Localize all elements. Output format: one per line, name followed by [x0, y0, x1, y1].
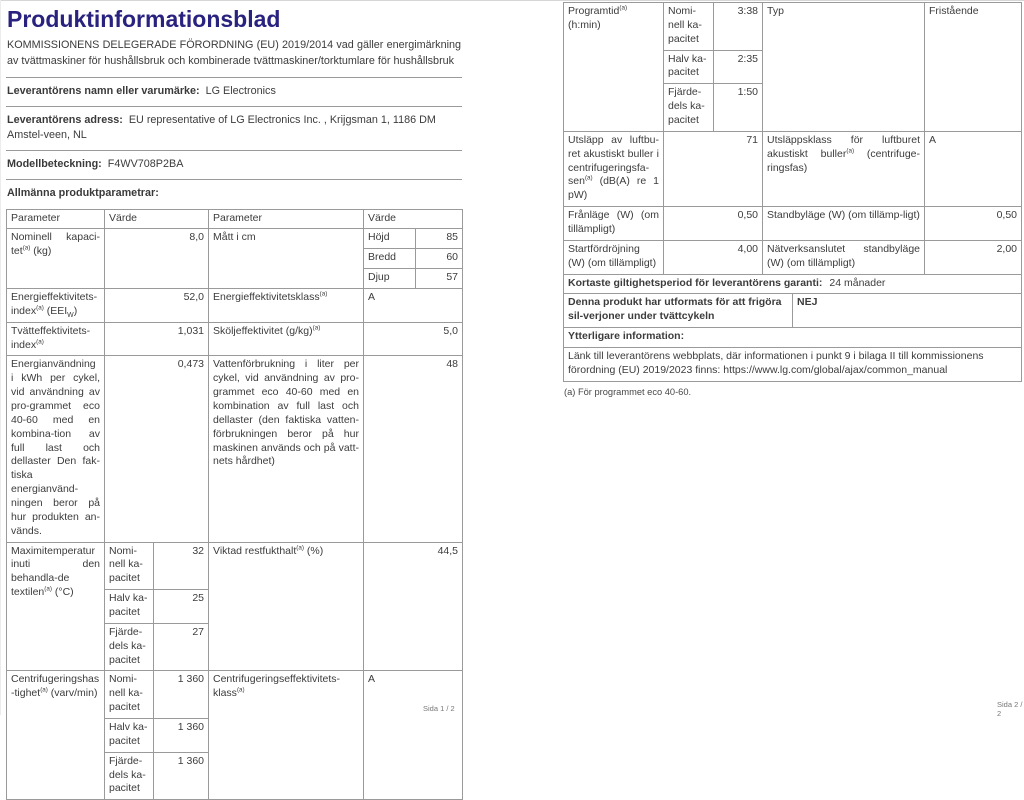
document-page-1 — [6, 5, 462, 800]
product-table-page2-footer-rows — [563, 274, 1022, 382]
supplier-name-row — [6, 77, 462, 106]
value-cell: 2,00 — [925, 240, 1022, 274]
value-cell: 0,50 — [664, 207, 763, 241]
warranty-label: Kortaste giltighetsperiod för leverantörens garanti: — [568, 277, 822, 289]
general-params-label: Allmänna produktparametrar: — [7, 187, 159, 199]
product-table-page2 — [563, 2, 1022, 275]
value-cell: 48 — [364, 356, 463, 542]
value-cell: 4,00 — [664, 240, 763, 274]
param-cell: Energianvändning i kWh per cykel, vid användning av pro-grammet eco 40-60 med en kombina-tion av full last och dellaster Den fak-tiska energianvänd-ningen beror på hur produkten an-vänds. — [7, 356, 105, 542]
dimension-value-cell: 60 — [416, 249, 463, 269]
page-2-footer: Sida 2 / 2 — [997, 700, 1024, 718]
capacity-label-cell: Nomi-nell ka-pacitet — [105, 671, 154, 719]
model-row — [6, 150, 462, 179]
param-cell: Viktad restfukthalt$^{(a)}$ (%) — [209, 542, 364, 671]
model-value: F4WV708P2BA — [108, 158, 184, 170]
warranty-row — [564, 274, 1022, 294]
dimension-label-cell: Djup — [364, 269, 416, 289]
capacity-value-cell: 32 — [154, 542, 209, 590]
param-cell: Maximitemperatur inuti den behandla-de textilen$^{(a)}$ (°C) — [7, 542, 105, 671]
capacity-value-cell: 2:35 — [714, 50, 763, 84]
param-cell: Utsläppsklass för luftburet akustiskt buller$^{(a)}$ (centrifuge-ringsfas) — [763, 131, 925, 206]
capacity-label-cell: Halv ka-pacitet — [664, 50, 714, 84]
value-cell: 52,0 — [105, 288, 209, 322]
param-cell: Utsläpp av luftbu-ret akustiskt buller i centrifugeringsfa-sen$^{(a)}$ (dB(A) re 1 pW) — [564, 131, 664, 206]
table-row — [7, 671, 463, 719]
capacity-label-cell: Fjärde-dels ka-pacitet — [105, 623, 154, 671]
value-cell: A — [364, 671, 463, 800]
param-cell: Energieffektivitetsklass$^{(a)}$ — [209, 288, 364, 322]
capacity-value-cell: 1:50 — [714, 84, 763, 132]
dimension-value-cell: 57 — [416, 269, 463, 289]
table-row — [564, 207, 1022, 241]
table-row — [564, 131, 1022, 206]
param-cell: Startfördröjning (W) (om tillämpligt) — [564, 240, 664, 274]
param-cell: Sköljeffektivitet $(g/kg)^{(a)}$ — [209, 322, 364, 356]
value-cell: 1,031 — [105, 322, 209, 356]
table-row — [7, 356, 463, 542]
general-params-row — [6, 179, 462, 208]
dimension-label-cell: Höjd — [364, 229, 416, 249]
header-varde-1: Värde — [105, 209, 209, 229]
value-cell: 0,50 — [925, 207, 1022, 241]
param-cell: Standbyläge (W) (om tillämp-ligt) — [763, 207, 925, 241]
capacity-value-cell: 1 360 — [154, 719, 209, 753]
capacity-value-cell: 1 360 — [154, 671, 209, 719]
param-cell: Programtid$^{(a)}$ (h:min) — [564, 3, 664, 132]
more-info-label: Ytterligare information: — [564, 328, 1022, 348]
silver-ions-value: NEJ — [793, 294, 1022, 328]
param-cell: Vattenförbrukning i liter per cykel, vid användning av pro-grammet eco 40-60 med en kombination av full last och dellaster (den faktiska vatten-förbrukningen beror på hur maskinen används och på vatt-nets hårdhet) — [209, 356, 364, 542]
param-cell: Nominell kapaci-tet$^{(a)}$ (kg) — [7, 229, 105, 289]
supplier-link-text: Länk till leverantörens webbplats, där informationen i punkt 9 i bilaga II till kommissionens förordning (EU) 2019/2023 finns: https://www.lg.com/global/ajax/common_manual — [564, 348, 1022, 382]
value-cell: 8,0 — [105, 229, 209, 289]
page-top-edge — [0, 0, 1024, 1]
header-varde-2: Värde — [364, 209, 463, 229]
capacity-label-cell: Halv ka-pacitet — [105, 719, 154, 753]
table-row — [7, 229, 463, 249]
model-label: Modellbeteckning: — [7, 158, 102, 170]
param-cell: Centrifugeringshas-tighet$^{(a)}$ (varv/min) — [7, 671, 105, 800]
table-row — [7, 322, 463, 356]
more-info-row — [564, 328, 1022, 348]
page-1-footer: Sida 1 / 2 — [423, 704, 455, 713]
table-row — [7, 542, 463, 590]
param-cell: Mått i cm — [209, 229, 364, 289]
param-cell: Centrifugeringseffektivitets-klass$^{(a)}$ — [209, 671, 364, 800]
capacity-value-cell: 25 — [154, 590, 209, 624]
value-cell: 5,0 — [364, 322, 463, 356]
capacity-value-cell: 1 360 — [154, 752, 209, 800]
value-cell: 44,5 — [364, 542, 463, 671]
supplier-link-row — [564, 348, 1022, 382]
capacity-label-cell: Fjärde-dels ka-pacitet — [105, 752, 154, 800]
table-header-row — [7, 209, 463, 229]
value-cell: A — [925, 131, 1022, 206]
footnote-a: (a) För programmet eco 40-60. — [563, 387, 1021, 397]
param-cell: Typ — [763, 3, 925, 132]
dimension-label-cell: Bredd — [364, 249, 416, 269]
warranty-value: 24 månader — [829, 277, 885, 289]
capacity-value-cell: 3:38 — [714, 3, 763, 51]
supplier-address-label: Leverantörens adress: — [7, 114, 123, 126]
capacity-label-cell: Fjärde-dels ka-pacitet — [664, 84, 714, 132]
header-parameter-2: Parameter — [209, 209, 364, 229]
regulation-subtitle: KOMMISSIONENS DELEGERADE FÖRORDNING (EU) 2019/2014 vad gäller energimärkning av tvättmaskiner för hushållsbruk och kombinerade tvättmaskiner/torktumlare för hushållsbruk — [7, 38, 461, 69]
supplier-name-value: LG Electronics — [206, 85, 276, 97]
supplier-address-row — [6, 106, 462, 150]
value-cell: 0,473 — [105, 356, 209, 542]
silver-ions-label: Denna produkt har utformats för att frigöra sil-verjoner under tvättcykeln — [564, 294, 793, 328]
param-cell: Frånläge (W) (om tillämpligt) — [564, 207, 664, 241]
param-cell: Energieffektivitets-index$^{(a)}$ $(EEI_W)$ — [7, 288, 105, 322]
supplier-name-label: Leverantörens namn eller varumärke: — [7, 85, 200, 97]
warranty-cell — [564, 274, 1022, 294]
value-cell: 71 — [664, 131, 763, 206]
capacity-label-cell: Nomi-nell ka-pacitet — [664, 3, 714, 51]
supplier-address-value: EU representative of LG Electronics Inc. , Krijgsman 1, 1186 DM Amstel-veen, NL — [7, 114, 436, 141]
table-row — [564, 240, 1022, 274]
capacity-label-cell: Nomi-nell ka-pacitet — [105, 542, 154, 590]
table-row — [564, 3, 1022, 51]
value-cell: Fristående — [925, 3, 1022, 132]
param-cell: Tvätteffektivitets-index$^{(a)}$ — [7, 322, 105, 356]
capacity-label-cell: Halv ka-pacitet — [105, 590, 154, 624]
dimension-value-cell: 85 — [416, 229, 463, 249]
page-title: Produktinformationsblad — [7, 7, 462, 32]
silver-ions-row — [564, 294, 1022, 328]
document-page-2 — [563, 2, 1021, 397]
page-left-edge — [0, 0, 1, 715]
value-cell: A — [364, 288, 463, 322]
header-parameter-1: Parameter — [7, 209, 105, 229]
product-table-page1 — [6, 209, 463, 800]
capacity-value-cell: 27 — [154, 623, 209, 671]
param-cell: Nätverksanslutet standbyläge (W) (om tillämpligt) — [763, 240, 925, 274]
table-row — [7, 288, 463, 322]
